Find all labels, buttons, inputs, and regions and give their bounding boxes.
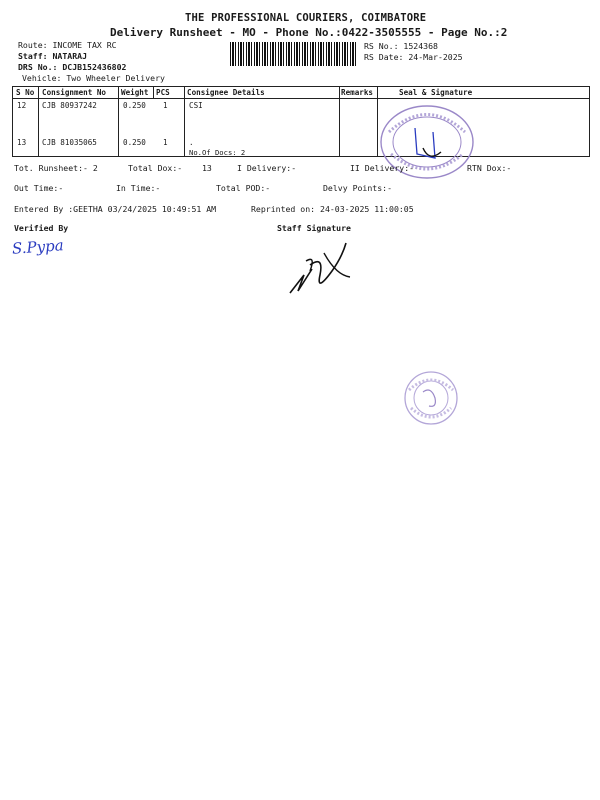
row-pcs: 1 [163,138,168,147]
runsheet-subtitle: Delivery Runsheet - MO - Phone No.:0422-3505555 - Page No.:2 [110,26,508,39]
verified-by-label: Verified By [14,223,69,233]
staff-signature-mark [280,235,360,305]
delivery-points: Delvy Points:- [323,183,393,193]
runsheet-table [12,86,590,157]
header-consignee: Consignee Details [187,88,265,97]
route-label: Route: INCOME TAX RC [18,40,117,50]
row-sno: 12 [17,101,27,110]
entered-by: Entered By :GEETHA 03/24/2025 10:49:51 AM [14,204,217,214]
out-time: Out Time:- [14,183,64,193]
header-pcs: PCS [156,88,170,97]
staff-signature-label: Staff Signature [277,223,351,233]
in-time: In Time:- [116,183,161,193]
rs-number: RS No.: 1524368 [364,41,438,51]
company-title: THE PROFESSIONAL COURIERS, COIMBATORE [185,12,427,24]
row-sno: 13 [17,138,27,147]
first-delivery: I Delivery:- [237,163,297,173]
vehicle-label: Vehicle: Two Wheeler Delivery [22,73,165,83]
row-pcs: 1 [163,101,168,110]
row-consignment: CJB 80937242 [42,101,97,110]
total-runsheet: Tot. Runsheet:- 2 [14,163,98,173]
row-consignment: CJB 81035065 [42,138,97,147]
row-weight: 0.250 [123,101,146,110]
row-weight: 0.250 [123,138,146,147]
handwritten-verifier-name: S.Pypa [11,236,65,258]
total-dox-label: Total Dox:- [128,163,183,173]
header-weight: Weight [121,88,149,97]
row-doc-count: No.Of Docs: 2 [189,148,246,157]
header-consignment: Consignment No [42,88,107,97]
total-pod: Total POD:- [216,183,271,193]
barcode [230,42,358,66]
header-remarks: Remarks [341,88,374,97]
staff-label: Staff: NATARAJ [18,51,88,61]
total-dox-value: 13 [202,163,212,173]
drs-number: DRS No.: DCJB152436802 [18,62,127,72]
second-delivery: II Delivery:- [350,163,415,173]
header-seal: Seal & Signature [399,88,473,97]
header-sno: S No [16,88,35,97]
rs-date: RS Date: 24-Mar-2025 [364,52,463,62]
lower-seal-stamp [401,368,461,428]
reprinted-on: Reprinted on: 24-03-2025 11:00:05 [251,204,414,214]
rtn-dox: RTN Dox:- [467,163,512,173]
row-consignee: . [189,138,194,147]
row-consignee: CSI [189,101,203,110]
